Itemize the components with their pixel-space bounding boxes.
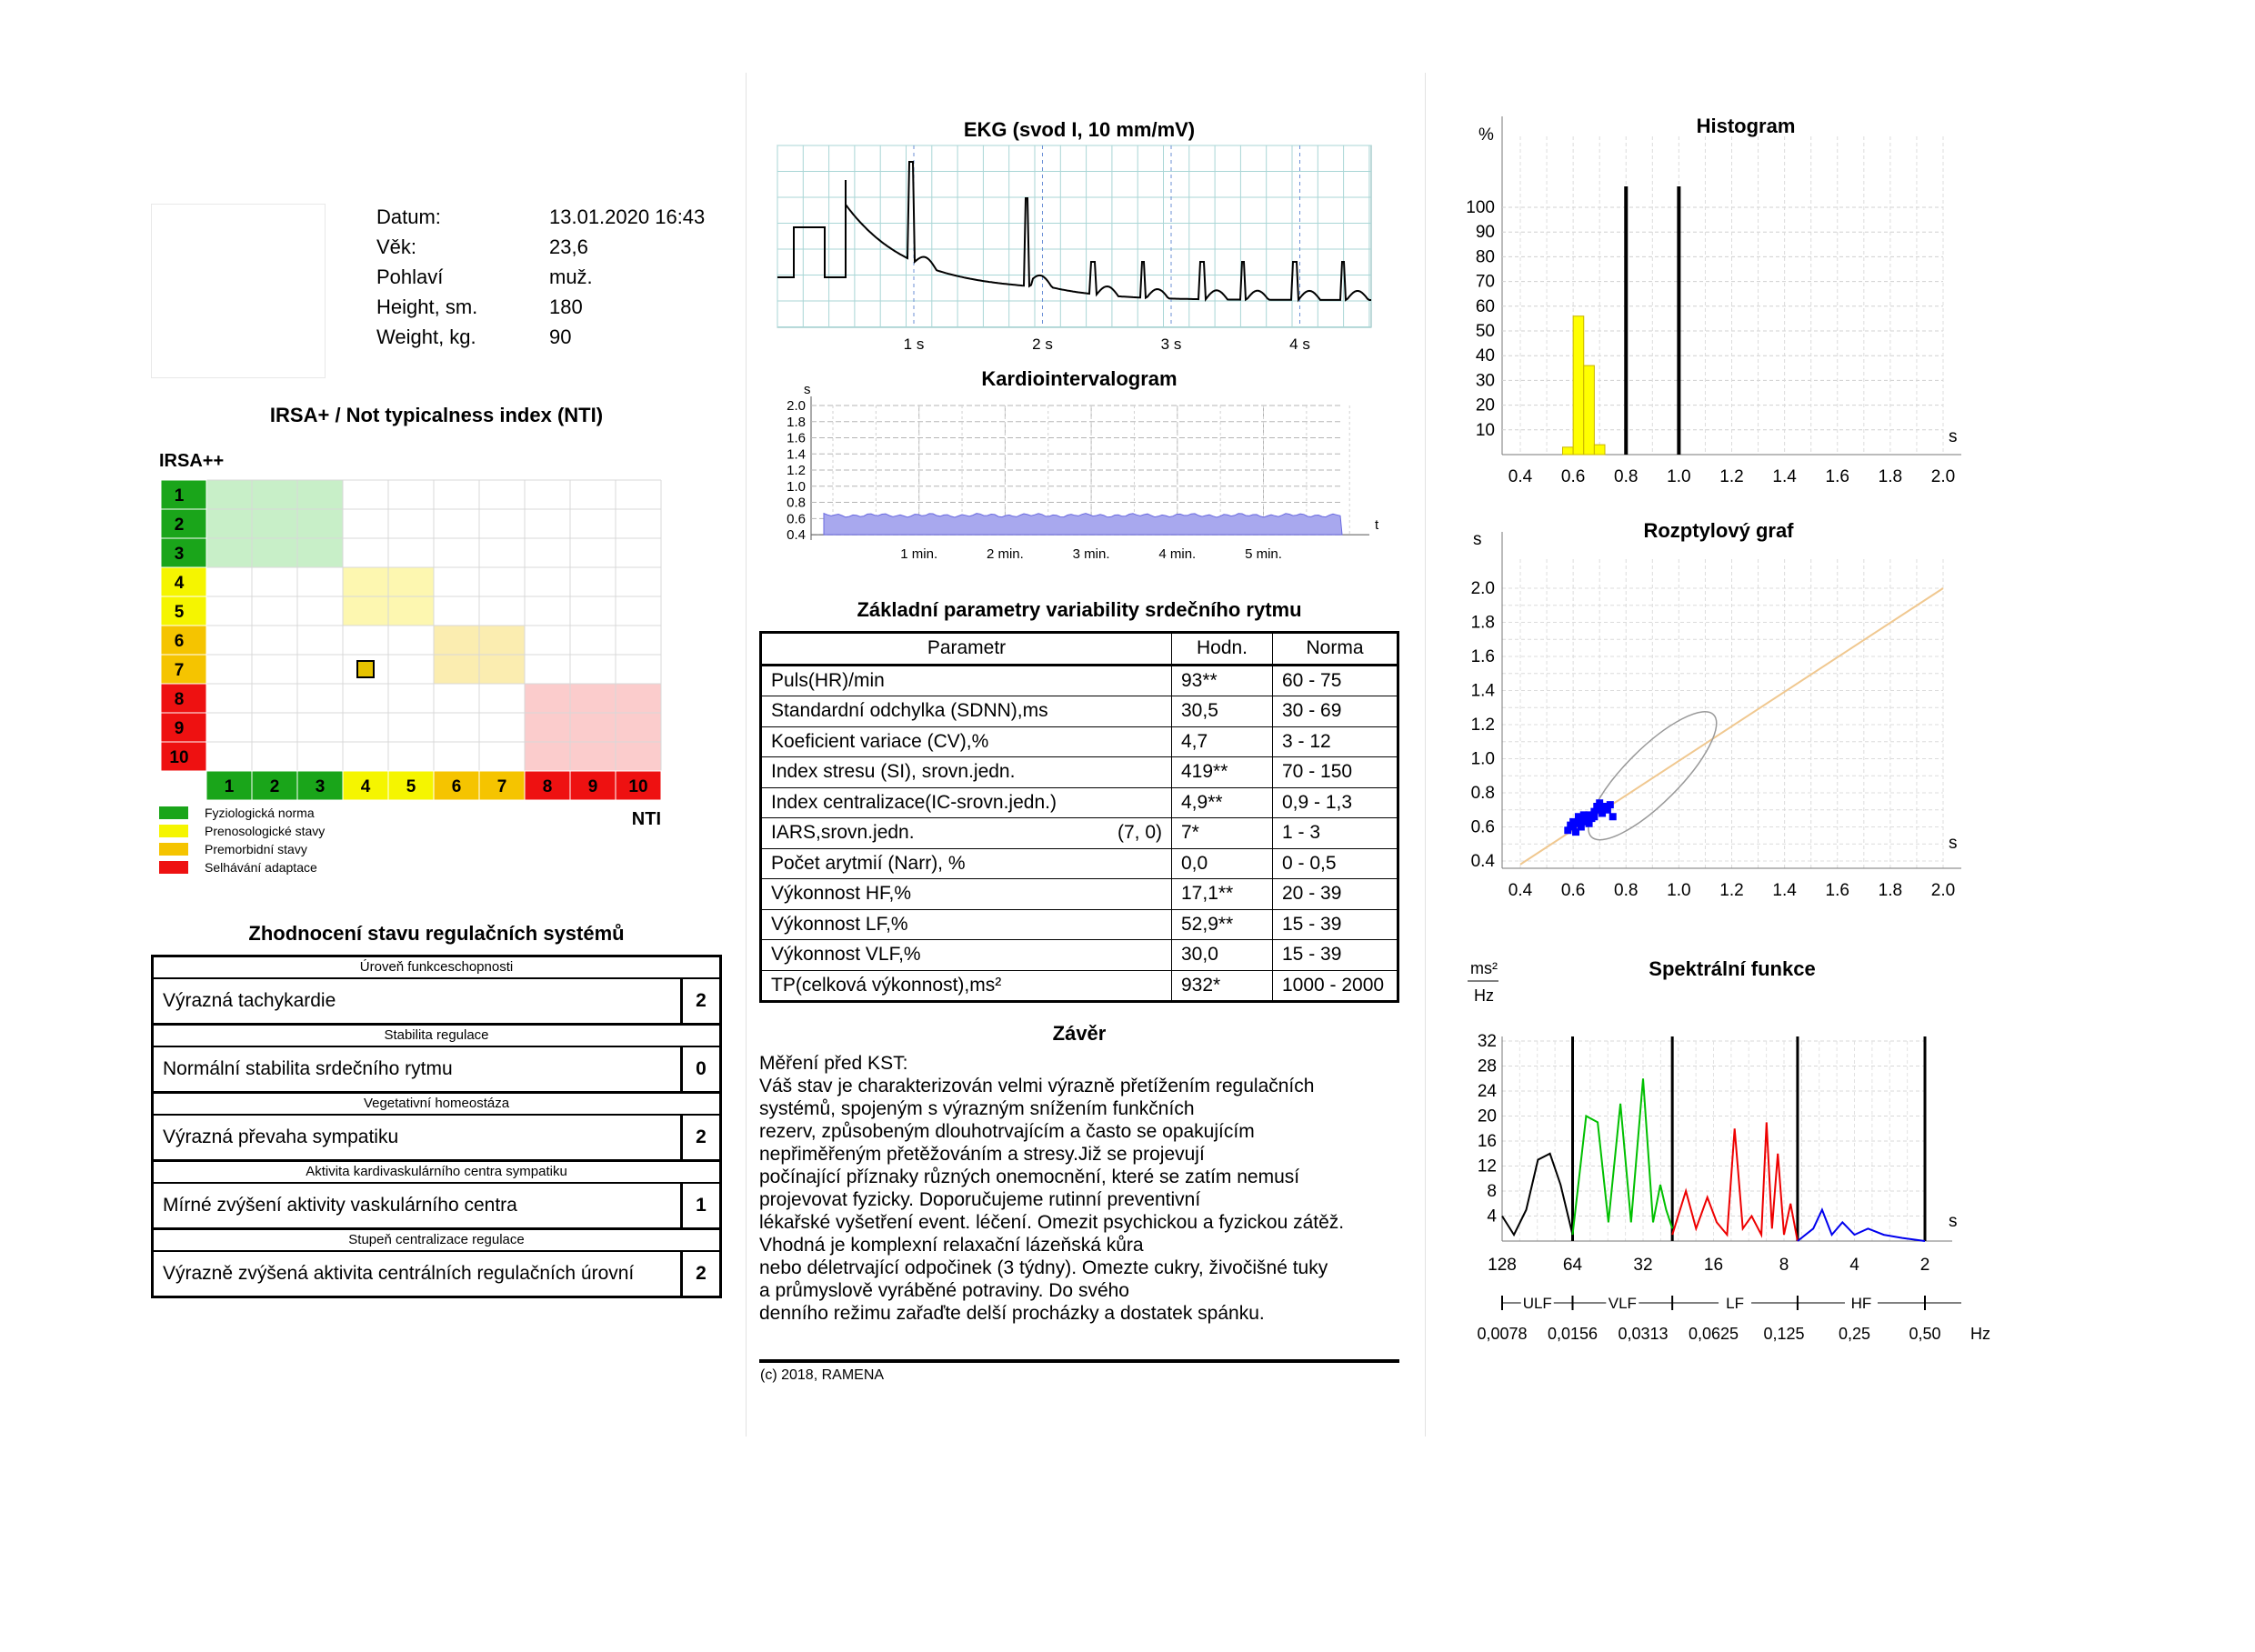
spectrum-y-tick: 24 — [1477, 1082, 1497, 1101]
spectrum-freq-unit: Hz — [1970, 1325, 1990, 1343]
params-name-wrap — [771, 792, 1162, 814]
params-name-wrap — [771, 761, 1162, 783]
histogram-x-tick: 1.6 — [1825, 467, 1849, 486]
params-row — [761, 757, 1398, 788]
params-name-cell — [761, 696, 1172, 727]
param-norm: 0,9 - 1,3 — [1273, 787, 1398, 818]
histogram-y-tick: 70 — [1475, 272, 1495, 292]
patient-field-value: 13.01.2020 16:43 — [549, 205, 706, 228]
param-extra: (7, 0) — [1117, 822, 1162, 844]
irsa-col-label: 7 — [496, 777, 507, 796]
histogram-y-tick: 90 — [1475, 223, 1495, 243]
param-value: 52,9** — [1172, 909, 1273, 940]
kig-y-tick: 0.8 — [787, 495, 806, 511]
legend-label: Fyziologická norma — [205, 806, 315, 820]
spectrum-y-tick: 20 — [1477, 1106, 1497, 1126]
evaluation-row — [154, 1252, 719, 1296]
param-norm: 60 - 75 — [1273, 665, 1398, 696]
ekg-tick-label: 2 s — [1032, 335, 1053, 353]
evaluation-row — [154, 979, 719, 1026]
param-value: 419** — [1172, 757, 1273, 788]
histogram-title: Histogram — [1696, 115, 1796, 137]
evaluation-row — [154, 1184, 719, 1230]
column-divider — [1425, 73, 1426, 1437]
kig-rr-area — [824, 514, 1342, 535]
spectrum-freq-tick: 0,50 — [1909, 1325, 1941, 1343]
spectrum-band-label: ULF — [1522, 1295, 1552, 1312]
legend-swatch — [159, 861, 188, 874]
scatter-y-tick: 1.0 — [1470, 749, 1495, 769]
spectrum-band-label: VLF — [1608, 1295, 1637, 1312]
irsa-col-label: 8 — [542, 777, 553, 796]
irsa-legend — [159, 804, 325, 876]
histogram-y-tick: 20 — [1475, 395, 1495, 416]
scatter-point — [1609, 813, 1617, 820]
spectrum-y-unit-top: ms² — [1470, 959, 1498, 977]
params-name-cell — [761, 818, 1172, 849]
histogram-bar — [1584, 365, 1595, 455]
param-norm: 3 - 12 — [1273, 726, 1398, 757]
patient-field-label: Weight, kg. — [376, 325, 476, 348]
histogram-x-tick: 0.8 — [1614, 467, 1639, 486]
histogram-bar — [1573, 316, 1584, 455]
irsa-col-label: 9 — [587, 777, 598, 796]
params-row — [761, 909, 1398, 940]
params-name-cell — [761, 757, 1172, 788]
kig-y-tick: 0.6 — [787, 511, 806, 527]
params-name-cell — [761, 726, 1172, 757]
spectrum-chart — [1446, 950, 2028, 1373]
param-value: 4,9** — [1172, 787, 1273, 818]
scatter-x-tick: 0.4 — [1508, 881, 1533, 900]
histogram-y-tick: 60 — [1475, 296, 1495, 316]
evaluation-text: Mírné zvýšení aktivity vaskulárního centra — [154, 1184, 683, 1227]
patient-field-value: 90 — [549, 325, 572, 348]
evaluation-title: Zhodnocení stavu regulačních systémů — [248, 922, 625, 945]
spectrum-y-tick: 28 — [1477, 1056, 1497, 1076]
irsa-title: IRSA+ / Not typicalness index (NTI) — [269, 404, 604, 426]
scatter-y-tick: 1.6 — [1470, 647, 1495, 666]
conclusion-title: Závěr — [1052, 1022, 1107, 1045]
scatter-x-tick: 1.6 — [1825, 881, 1849, 900]
histogram-y-tick: 40 — [1475, 346, 1495, 366]
legend-item — [159, 822, 325, 840]
param-value: 30,0 — [1172, 940, 1273, 971]
evaluation-text: Výrazná tachykardie — [154, 979, 683, 1023]
patient-field-value: 180 — [549, 295, 583, 318]
spectrum-freq-tick: 0,0078 — [1477, 1325, 1528, 1343]
params-row — [761, 940, 1398, 971]
histogram-bar — [1563, 447, 1574, 455]
histogram-y-tick: 50 — [1475, 322, 1495, 341]
scatter-y-tick: 1.8 — [1470, 613, 1495, 633]
kig-y-tick: 0.4 — [787, 527, 806, 544]
evaluation-score: 1 — [696, 1195, 707, 1216]
patient-info — [376, 202, 705, 352]
params-name-wrap — [771, 822, 1162, 844]
irsa-row-label: 10 — [169, 748, 189, 767]
copyright: (c) 2018, RAMENA — [760, 1367, 885, 1383]
irsa-marker — [357, 661, 374, 677]
kig-x-tick: 1 min. — [900, 546, 938, 563]
spectrum-y-unit-bottom: Hz — [1474, 986, 1494, 1005]
kig-y-tick: 1.8 — [787, 414, 806, 430]
params-name-wrap — [771, 731, 1162, 753]
kig-y-tick: 1.0 — [787, 478, 806, 495]
param-norm: 15 - 39 — [1273, 909, 1398, 940]
legend-item — [159, 804, 325, 822]
scatter-x-tick: 0.8 — [1614, 881, 1639, 900]
spectrum-period-tick: 128 — [1488, 1256, 1517, 1275]
scatter-y-tick: 2.0 — [1470, 579, 1495, 598]
kig-x-tick: 3 min. — [1072, 546, 1110, 563]
spectrum-band-label: LF — [1726, 1295, 1744, 1312]
spectrum-y-tick: 8 — [1487, 1182, 1497, 1201]
column-divider — [746, 73, 747, 1437]
patient-field-label: Věk: — [376, 235, 417, 258]
param-name: Index stresu (SI), srovn.jedn. — [771, 761, 1016, 783]
params-row — [761, 696, 1398, 727]
evaluation-text: Výrazná převaha sympatiku — [154, 1116, 683, 1159]
evaluation-section-header: Úroveň funkceschopnosti — [154, 957, 719, 979]
param-name: TP(celková výkonnost),ms² — [771, 974, 1002, 996]
kig-x-unit: t — [1375, 517, 1379, 534]
conclusion-text: Měření před KST: Váš stav je charakterizován velmi výrazně přetížením regulačních systémů, spojeným s výrazným snížením funkčních rezerv, způsobeným dlouhotrvajícím a často se opakujícím nepřiměřeným přetěžováním a stresy.Již se projevují počínající příznaky různých onemocnění, které se zatím nemusí projevovat fyzicky. Doporučujeme rutinní preventivní lékařské vyšetření event. léčení. Omezit psychickou a fyzickou zátěž. Vhodná je komplexní relaxační lázeňská kůra nebo déletrvající odpočinek (3 týdny). Omezte cukry, živočišné tuky a průmyslově vyráběné potraviny. Do svého denního režimu zařaďte delší procházky a dostatek spánku. — [759, 1053, 1345, 1324]
scatter-point — [1572, 828, 1579, 836]
patient-field-label: Height, sm. — [376, 295, 478, 318]
legend-swatch — [159, 806, 188, 819]
evaluation-score: 2 — [696, 990, 707, 1011]
irsa-row-label: 7 — [174, 661, 185, 680]
evaluation-section-header: Stabilita regulace — [154, 1026, 719, 1047]
spectrum-freq-tick: 0,25 — [1838, 1325, 1871, 1343]
params-name-cell — [761, 665, 1172, 696]
patient-info-row — [376, 232, 705, 262]
scatter-point — [1580, 811, 1588, 818]
param-value: 7* — [1172, 818, 1273, 849]
params-name-wrap — [771, 853, 1162, 875]
irsa-row-label: 5 — [174, 603, 185, 622]
params-name-wrap — [771, 883, 1162, 905]
evaluation-score: 0 — [696, 1058, 707, 1079]
scatter-y-tick: 0.4 — [1470, 852, 1495, 871]
irsa-row-label: 8 — [174, 690, 185, 709]
param-norm: 70 - 150 — [1273, 757, 1398, 788]
kig-title: Kardiointervalogram — [981, 367, 1178, 390]
spectrum-freq-tick: 0,0625 — [1688, 1325, 1739, 1343]
spectrum-period-tick: 16 — [1703, 1256, 1724, 1275]
irsa-row-label: 2 — [174, 516, 185, 535]
params-row — [761, 970, 1398, 1002]
params-name-cell — [761, 970, 1172, 1002]
kig-y-tick: 1.6 — [787, 430, 806, 446]
kig-x-tick: 2 min. — [986, 546, 1024, 563]
params-header-cell: Norma — [1273, 633, 1398, 666]
kig-x-tick: 4 min. — [1158, 546, 1197, 563]
irsa-col-label: 5 — [406, 777, 416, 796]
params-row — [761, 787, 1398, 818]
kig-y-tick: 2.0 — [787, 398, 806, 414]
param-name: Koeficient variace (CV),% — [771, 730, 989, 752]
patient-field-value: muž. — [549, 265, 593, 288]
scatter-chart — [1446, 514, 2028, 927]
params-name-cell — [761, 879, 1172, 910]
evaluation-section-header: Stupeň centralizace regulace — [154, 1230, 719, 1252]
scatter-x-tick: 1.2 — [1719, 881, 1744, 900]
spectrum-y-tick: 4 — [1487, 1206, 1497, 1226]
spectrum-period-tick: 4 — [1849, 1256, 1859, 1275]
param-norm: 1 - 3 — [1273, 818, 1398, 849]
irsa-col-label: 2 — [269, 777, 280, 796]
scatter-x-tick: 0.6 — [1560, 881, 1586, 900]
scatter-x-tick: 1.0 — [1667, 881, 1691, 900]
kig-chart — [773, 380, 1400, 585]
param-name: Index centralizace(IC-srovn.jedn.) — [771, 791, 1057, 813]
irsa-col-label: 6 — [451, 777, 462, 796]
param-name: Puls(HR)/min — [771, 669, 885, 691]
evaluation-score: 2 — [696, 1263, 707, 1284]
param-name: Výkonnost VLF,% — [771, 944, 921, 966]
patient-photo-placeholder — [151, 204, 326, 378]
ekg-tick-label: 4 s — [1289, 335, 1310, 353]
scatter-y-tick: 1.4 — [1470, 681, 1495, 701]
scatter-y-tick: 0.8 — [1470, 784, 1495, 803]
param-value: 93** — [1172, 665, 1273, 696]
spectrum-series-hf — [1798, 1210, 1925, 1241]
irsa-y-label: IRSA++ — [159, 451, 225, 471]
histogram-x-tick: 2.0 — [1930, 467, 1956, 486]
histogram-y-unit: % — [1478, 125, 1494, 145]
histogram-x-tick: 1.0 — [1667, 467, 1691, 486]
irsa-row-label: 6 — [174, 632, 185, 651]
spectrum-period-tick: 2 — [1919, 1256, 1930, 1275]
params-name-cell — [761, 848, 1172, 879]
histogram-x-tick: 1.2 — [1719, 467, 1744, 486]
histogram-x-tick: 1.8 — [1878, 467, 1903, 486]
scatter-x-tick: 2.0 — [1930, 881, 1956, 900]
param-name: Výkonnost LF,% — [771, 913, 908, 935]
patient-info-row — [376, 322, 705, 352]
ekg-tick-label: 3 s — [1160, 335, 1182, 353]
param-norm: 20 - 39 — [1273, 879, 1398, 910]
evaluation-table — [151, 955, 722, 1298]
scatter-point — [1596, 799, 1603, 806]
params-row — [761, 848, 1398, 879]
patient-info-row — [376, 262, 705, 292]
param-norm: 1000 - 2000 — [1273, 970, 1398, 1002]
param-norm: 0 - 0,5 — [1273, 848, 1398, 879]
histogram-x-tick: 0.4 — [1508, 467, 1533, 486]
scatter-y-tick: 0.6 — [1470, 817, 1495, 837]
evaluation-row — [154, 1116, 719, 1162]
param-value: 17,1** — [1172, 879, 1273, 910]
legend-label: Selhávání adaptace — [205, 860, 317, 875]
params-header-cell: Parametr — [761, 633, 1172, 666]
param-name: IARS,srovn.jedn. — [771, 822, 915, 844]
params-name-cell — [761, 787, 1172, 818]
evaluation-row — [154, 1047, 719, 1094]
scatter-point — [1604, 806, 1611, 814]
params-name-cell — [761, 940, 1172, 971]
irsa-row-label: 9 — [174, 719, 185, 738]
zone-physiological — [206, 480, 343, 567]
legend-swatch — [159, 825, 188, 837]
scatter-x-tick: 1.8 — [1878, 881, 1903, 900]
params-row — [761, 879, 1398, 910]
irsa-row-label: 4 — [174, 574, 185, 593]
params-name-wrap — [771, 670, 1162, 692]
histogram-x-tick: 1.4 — [1772, 467, 1797, 486]
scatter-point — [1567, 822, 1574, 829]
scatter-y-tick: 1.2 — [1470, 716, 1495, 735]
param-name: Počet arytmií (Narr), % — [771, 852, 966, 874]
params-name-wrap — [771, 944, 1162, 966]
histogram-y-tick: 100 — [1466, 198, 1495, 217]
histogram-x-unit: s — [1949, 427, 1958, 446]
kig-y-unit: s — [804, 382, 811, 397]
params-name-wrap — [771, 975, 1162, 996]
spectrum-band-label: HF — [1850, 1295, 1872, 1312]
spectrum-freq-tick: 0,125 — [1763, 1325, 1805, 1343]
spectrum-y-tick: 32 — [1477, 1032, 1497, 1051]
spectrum-series-vlf — [1573, 1078, 1673, 1235]
spectrum-period-tick: 32 — [1633, 1256, 1653, 1275]
evaluation-score: 2 — [696, 1126, 707, 1147]
spectrum-y-tick: 12 — [1477, 1156, 1497, 1176]
params-title: Základní parametry variability srdečního rytmu — [857, 598, 1302, 621]
histogram-chart — [1446, 109, 2028, 514]
scatter-x-tick: 1.4 — [1772, 881, 1797, 900]
irsa-col-label: 10 — [628, 777, 648, 796]
histogram-x-tick: 0.6 — [1560, 467, 1586, 486]
param-norm: 15 - 39 — [1273, 940, 1398, 971]
scatter-y-unit: s — [1473, 530, 1482, 549]
patient-field-label: Datum: — [376, 205, 441, 228]
params-name-cell — [761, 909, 1172, 940]
spectrum-period-tick: 64 — [1562, 1256, 1583, 1275]
legend-item — [159, 858, 325, 876]
params-header-cell: Hodn. — [1172, 633, 1273, 666]
params-row — [761, 665, 1398, 696]
spectrum-x-unit: s — [1949, 1212, 1958, 1231]
irsa-row-label: 1 — [174, 486, 185, 506]
params-row — [761, 726, 1398, 757]
patient-info-row — [376, 202, 705, 232]
legend-label: Prenosologické stavy — [205, 824, 326, 838]
irsa-col-label: 4 — [360, 777, 371, 796]
scatter-point — [1590, 813, 1598, 820]
kig-y-tick: 1.2 — [787, 463, 806, 479]
param-value: 4,7 — [1172, 726, 1273, 757]
irsa-col-label: 1 — [224, 777, 235, 796]
zone-failure — [525, 684, 661, 771]
evaluation-section-header: Vegetativní homeostáza — [154, 1094, 719, 1116]
patient-field-value: 23,6 — [549, 235, 588, 258]
patient-info-row — [376, 292, 705, 322]
legend-swatch — [159, 843, 188, 856]
params-header-row — [761, 633, 1398, 666]
irsa-row-label: 3 — [174, 545, 185, 564]
param-name: Výkonnost HF,% — [771, 883, 912, 905]
params-table — [759, 631, 1399, 1003]
kig-x-tick: 5 min. — [1245, 546, 1282, 563]
scatter-x-unit: s — [1949, 834, 1958, 853]
param-norm: 30 - 69 — [1273, 696, 1398, 727]
spectrum-freq-tick: 0,0156 — [1547, 1325, 1599, 1343]
histogram-y-tick: 80 — [1475, 247, 1495, 267]
param-value: 30,5 — [1172, 696, 1273, 727]
param-name: Standardní odchylka (SDNN),ms — [771, 700, 1048, 722]
scatter-title: Rozptylový graf — [1643, 519, 1794, 542]
evaluation-text: Výrazně zvýšená aktivita centrálních regulačních úrovní — [154, 1252, 683, 1296]
irsa-x-label: NTI — [631, 809, 661, 829]
scatter-point — [1586, 820, 1593, 827]
evaluation-text: Normální stabilita srdečního rytmu — [154, 1047, 683, 1091]
patient-field-label: Pohlaví — [376, 265, 444, 288]
footer-rule — [759, 1359, 1399, 1363]
ekg-tick-label: 1 s — [903, 335, 925, 353]
histogram-y-tick: 30 — [1475, 371, 1495, 391]
spectrum-period-tick: 8 — [1779, 1256, 1789, 1275]
param-value: 0,0 — [1172, 848, 1273, 879]
spectrum-title: Spektrální funkce — [1649, 957, 1816, 980]
params-name-wrap — [771, 700, 1162, 722]
histogram-y-tick: 10 — [1475, 420, 1495, 440]
legend-label: Premorbidní stavy — [205, 842, 307, 856]
ekg-title: EKG (svod I, 10 mm/mV) — [963, 118, 1196, 141]
spectrum-y-tick: 16 — [1477, 1132, 1497, 1151]
spectrum-freq-tick: 0,0313 — [1618, 1325, 1669, 1343]
irsa-col-label: 3 — [315, 777, 326, 796]
param-value: 932* — [1172, 970, 1273, 1002]
histogram-bar — [1594, 445, 1605, 455]
kig-y-tick: 1.4 — [787, 446, 806, 463]
evaluation-section-header: Aktivita kardivaskulárního centra sympatiku — [154, 1162, 719, 1184]
ekg-chart — [777, 145, 1387, 368]
spectrum-series-lf — [1672, 1122, 1798, 1241]
params-name-wrap — [771, 914, 1162, 936]
legend-item — [159, 840, 325, 858]
params-row — [761, 818, 1398, 849]
